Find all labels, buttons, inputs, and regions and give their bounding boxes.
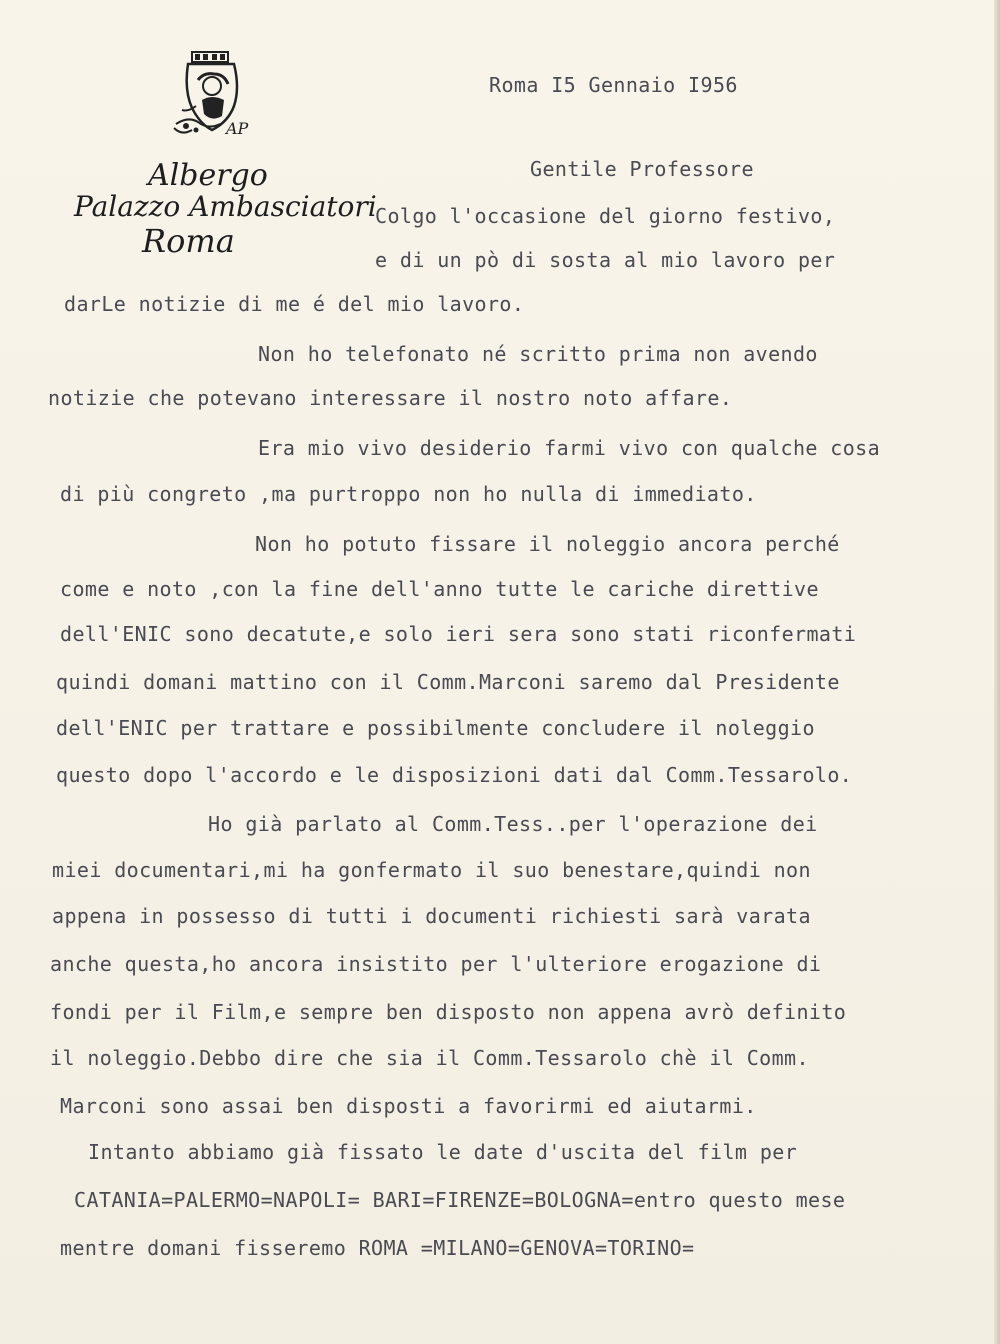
letterhead-line-palazzo: Palazzo Ambasciatori — [74, 190, 377, 223]
body-line: notizie che potevano interessare il nostro noto affare. — [48, 386, 733, 410]
body-line: fondi per il Film,e sempre ben disposto non appena avrò definito — [50, 1000, 847, 1024]
body-line: e di un pò di sosta al mio lavoro per — [375, 248, 836, 272]
body-line: mentre domani fisseremo ROMA =MILANO=GENOVA=TORINO= — [60, 1236, 695, 1260]
body-line: Marconi sono assai ben disposti a favorirmi ed aiutarmi. — [60, 1094, 757, 1118]
body-line: il noleggio.Debbo dire che sia il Comm.Tessarolo chè il Comm. — [50, 1046, 809, 1070]
body-line: anche questa,ho ancora insistito per l'ulteriore erogazione di — [50, 952, 822, 976]
page-edge — [994, 0, 1000, 1344]
body-line: questo dopo l'accordo e le disposizioni dati dal Comm.Tessarolo. — [56, 763, 853, 787]
body-line: appena in possesso di tutti i documenti richiesti sarà varata — [52, 904, 811, 928]
body-line: Ho già parlato al Comm.Tess..per l'operazione dei — [208, 812, 818, 836]
body-line: come e noto ,con la fine dell'anno tutte le cariche direttive — [60, 577, 819, 601]
salutation: Gentile Professore — [530, 157, 754, 181]
body-line: Colgo l'occasione del giorno festivo, — [375, 204, 836, 228]
body-line: CATANIA=PALERMO=NAPOLI= BARI=FIRENZE=BOLOGNA=entro questo mese — [74, 1188, 846, 1212]
letterhead-line-albergo: Albergo — [148, 158, 268, 193]
body-line: Era mio vivo desiderio farmi vivo con qualche cosa — [258, 436, 881, 460]
body-line: Non ho telefonato né scritto prima non avendo — [258, 342, 818, 366]
body-line: dell'ENIC per trattare e possibilmente concludere il noleggio — [56, 716, 815, 740]
letter-date: Roma I5 Gennaio I956 — [489, 73, 738, 97]
hotel-emblem-icon — [168, 50, 254, 150]
monogram: AP — [226, 119, 249, 138]
body-line: miei documentari,mi ha gonfermato il suo benestare,quindi non — [52, 858, 811, 882]
body-line: quindi domani mattino con il Comm.Marconi saremo dal Presidente — [56, 670, 840, 694]
body-line: darLe notizie di me é del mio lavoro. — [64, 292, 525, 316]
body-line: di più congreto ,ma purtroppo non ho nulla di immediato. — [60, 482, 757, 506]
body-line: dell'ENIC sono decatute,e solo ieri sera sono stati riconfermati — [60, 622, 857, 646]
body-line: Intanto abbiamo già fissato le date d'uscita del film per — [88, 1140, 798, 1164]
letterhead-line-roma: Roma — [142, 222, 235, 260]
body-line: Non ho potuto fissare il noleggio ancora perché — [255, 532, 840, 556]
